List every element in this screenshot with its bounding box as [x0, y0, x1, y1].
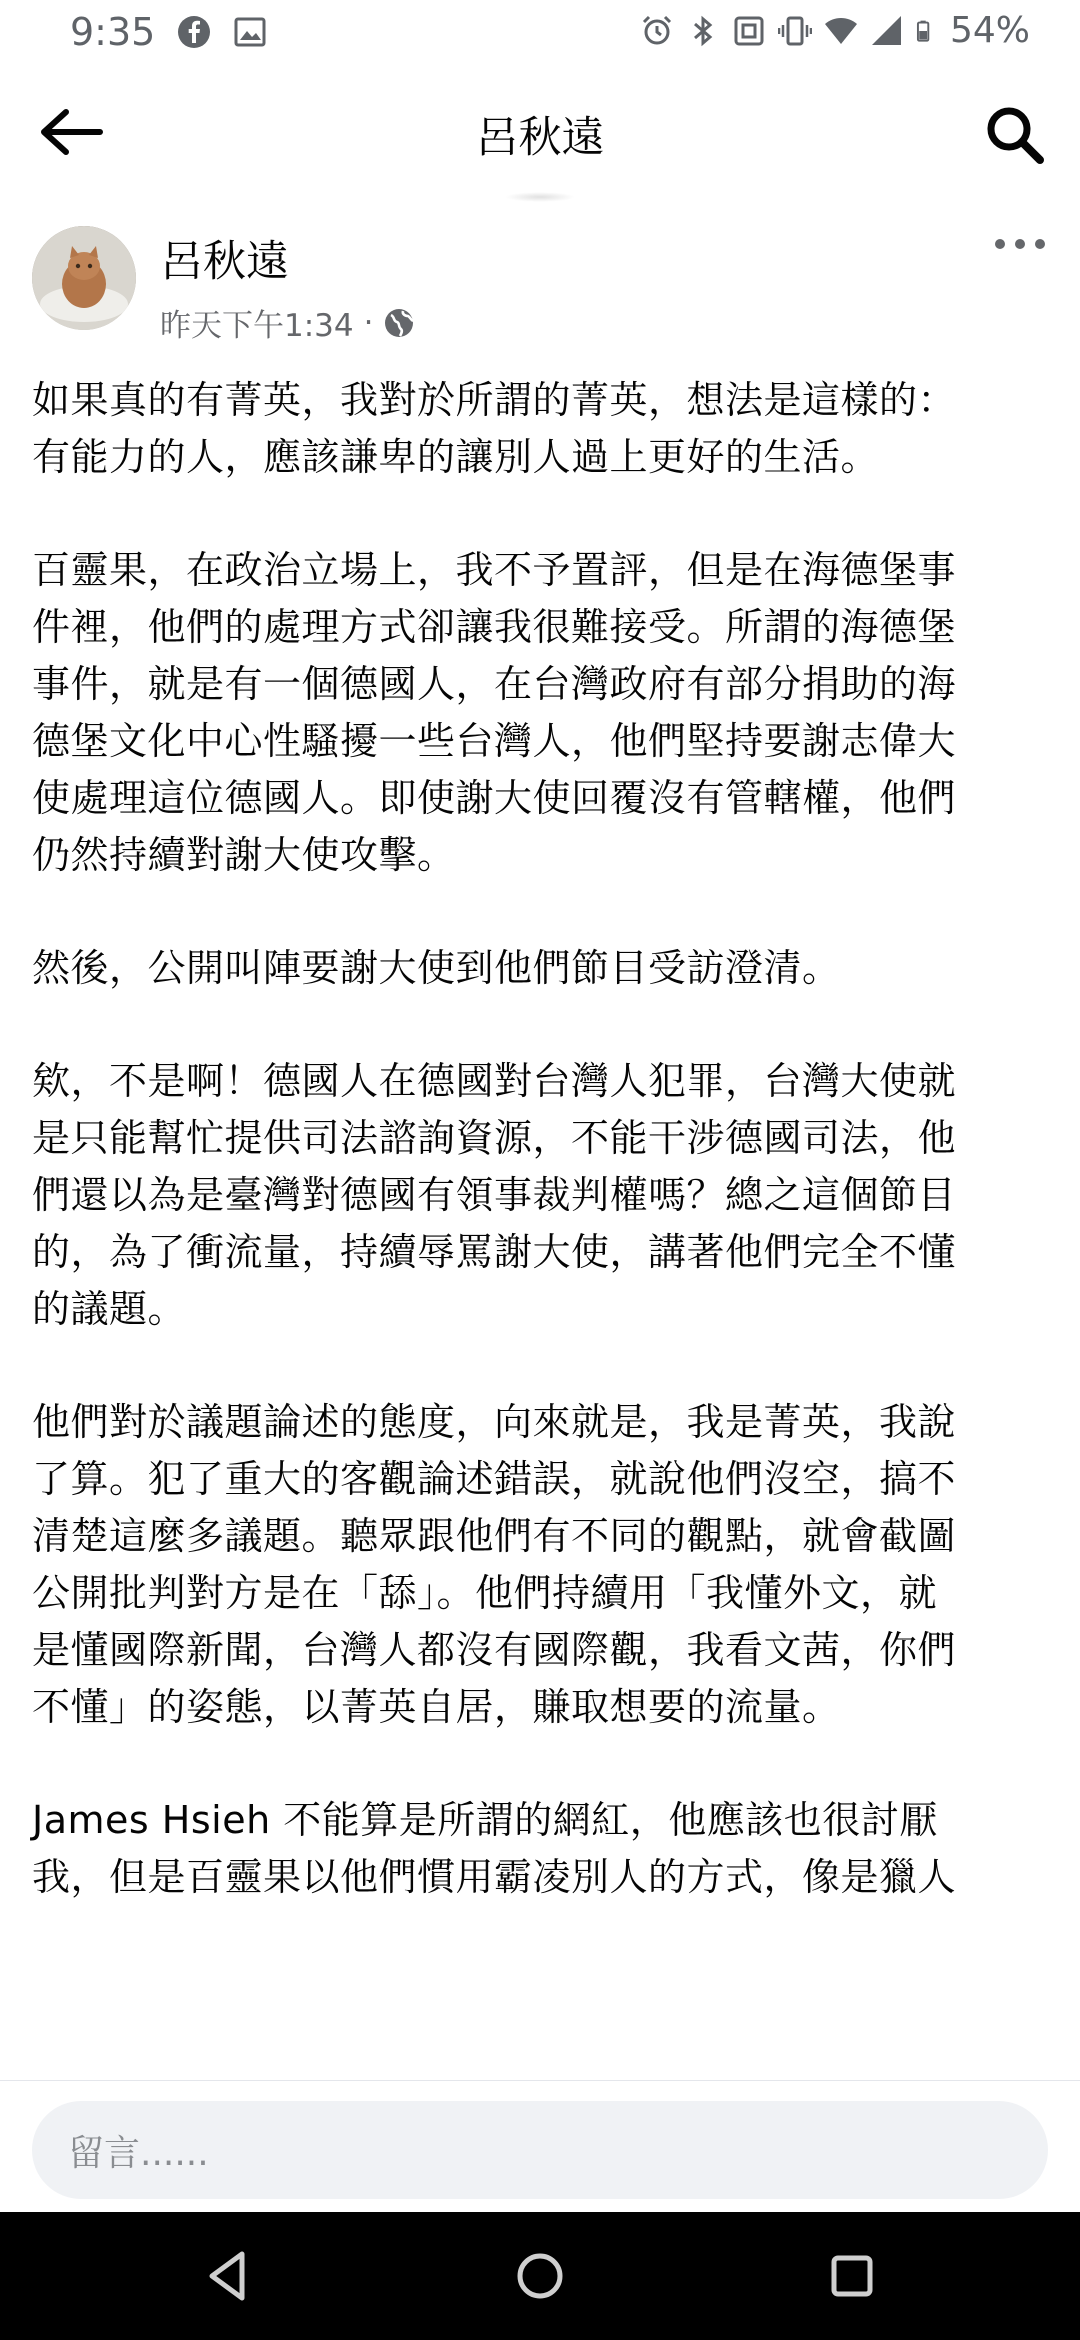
post-paragraph: James Hsieh 不能算是所謂的網紅，他應該也很討厭 我，但是百靈果以他們慣用霸凌別人的方式，像是獵人 — [32, 1798, 957, 1899]
alarm-icon — [640, 14, 674, 48]
nav-home-icon[interactable] — [510, 2246, 570, 2306]
nfc-icon — [732, 14, 766, 48]
post-paragraph: 百靈果，在政治立場上，我不予置評，但是在海德堡事 件裡，他們的處理方式卻讓我很難接受。所謂的海德堡 事件，就是有一個德國人，在台灣政府有部分捐助的海 德堡文化中心性騷擾一些台灣人，他們堅持要謝志偉大 使處理這位德國人。即使謝大使回覆沒有管轄權，他們 仍然持續對謝大使攻擊。 — [32, 548, 957, 877]
post-paragraph: 然後，公開叫陣要謝大使到他們節目受訪澄清。 — [32, 946, 841, 990]
nav-recents-icon[interactable] — [822, 2246, 882, 2306]
search-icon[interactable] — [980, 100, 1050, 170]
facebook-icon — [177, 15, 211, 49]
post-paragraph: 欸，不是啊！德國人在德國對台灣人犯罪，台灣大使就 是只能幫忙提供司法諮詢資源，不能干涉德國司法，他 們還以為是臺灣對德國有領事裁判權嗎？總之這個節目 的，為了衝流量，持續辱罵謝大使，講著他們完全不懂 的議題。 — [32, 1059, 957, 1331]
bluetooth-icon — [686, 14, 720, 48]
avatar-cat-image — [32, 226, 136, 330]
vibrate-icon — [778, 14, 812, 48]
post-body — [32, 372, 1052, 1962]
status-time: 9:35 — [70, 10, 156, 54]
post-paragraph: 他們對於議題論述的態度，向來就是，我是菁英，我說 了算。犯了重大的客觀論述錯誤，就說他們沒空，搞不 清楚這麼多議題。聽眾跟他們有不同的觀點，就會截圖 公開批判對方是在「舔」。他們持續用「我懂外文，就 是懂國際新聞，台灣人都沒有國際觀，我看文茜，你們 不懂」的姿態，以菁英自居，賺取想要的流量。 — [32, 1400, 957, 1729]
globe-icon — [383, 307, 415, 339]
more-dots-icon[interactable] — [990, 226, 1050, 262]
system-nav-bar — [0, 2212, 1080, 2340]
header-divider — [505, 192, 575, 202]
post-paragraph: 如果真的有菁英，我對於所謂的菁英，想法是這樣的： 有能力的人，應該謙卑的讓別人過上更好的生活。 — [32, 378, 957, 479]
post-time[interactable]: 昨天下午1:34 — [160, 308, 354, 344]
post-meta — [160, 300, 415, 345]
signal-icon — [870, 14, 904, 48]
app-header — [0, 70, 1080, 194]
battery-percent: 54% — [949, 10, 1030, 51]
meta-separator: · — [363, 304, 374, 341]
avatar[interactable] — [32, 226, 136, 330]
comment-input[interactable] — [32, 2101, 1048, 2199]
wifi-icon — [824, 14, 858, 48]
comment-placeholder: 留言...... — [68, 2132, 209, 2174]
image-icon — [233, 15, 267, 49]
nav-back-icon[interactable] — [198, 2246, 258, 2306]
battery-icon — [916, 14, 938, 48]
post-author[interactable]: 呂秋遠 — [160, 237, 289, 287]
status-bar — [0, 0, 1080, 62]
comment-bar — [0, 2080, 1080, 2213]
page-title: 呂秋遠 — [475, 113, 605, 163]
